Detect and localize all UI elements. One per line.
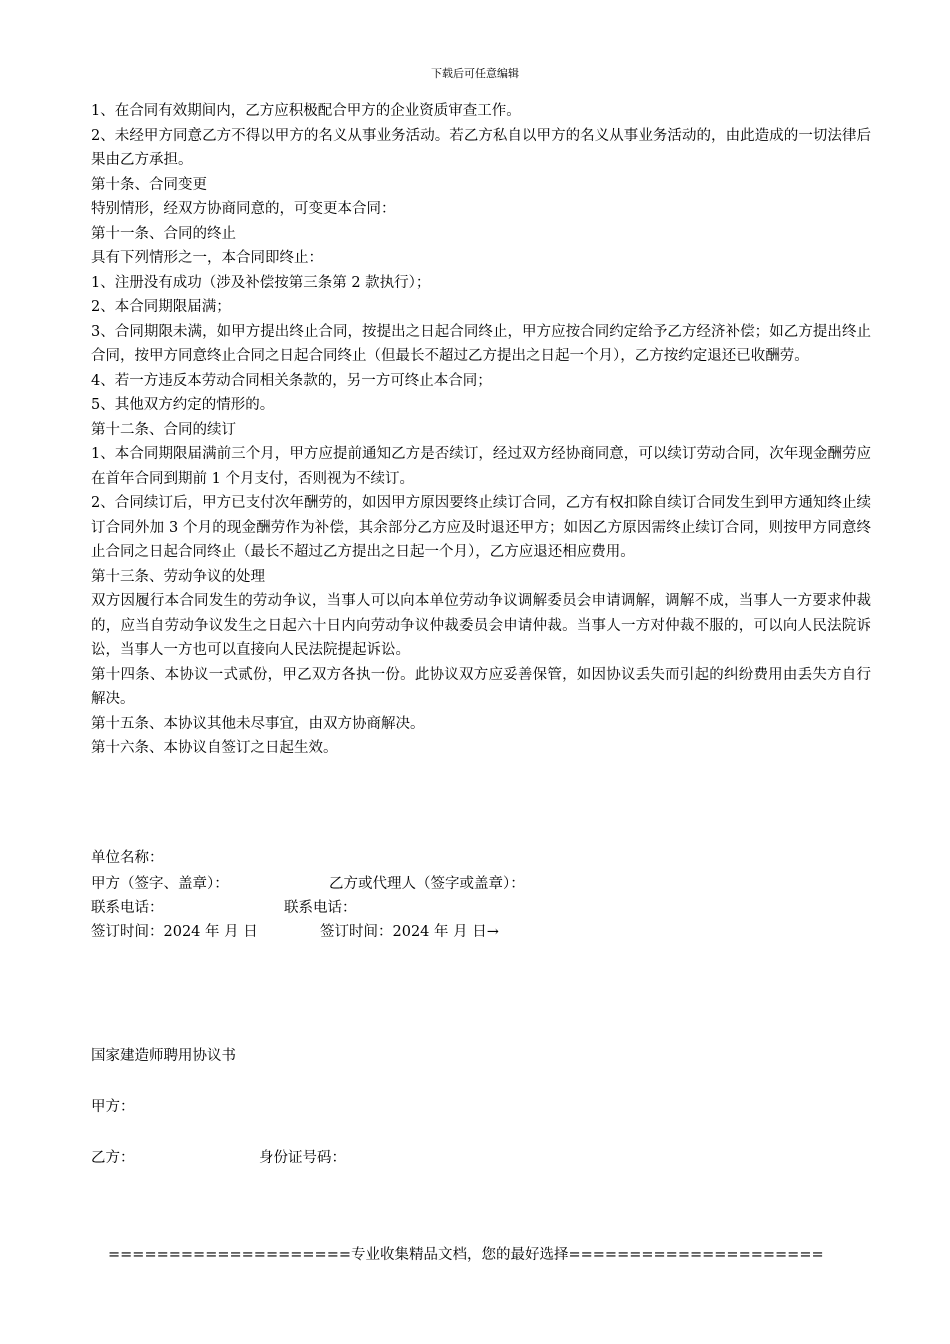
next-doc-party-b-label: 乙方： (91, 1150, 135, 1166)
party-b-date-label: 签订时间：2024 年 月 日→ (320, 924, 499, 940)
party-a-date-label: 签订时间：2024 年 月 日 (91, 924, 258, 940)
clause-paragraph: 2、未经甲方同意乙方不得以甲方的名义从事业务活动。若乙方私自以甲方的名义从事业务活动的，由此造成的一切法律后果由乙方承担。 (91, 127, 871, 168)
article-heading: 第十条、合同变更 (91, 176, 207, 193)
unit-name-label: 单位名称： (91, 850, 164, 866)
contract-body (91, 99, 871, 761)
party-a-phone-label: 联系电话： (91, 900, 164, 916)
clause-paragraph: 特别情形，经双方协商同意的，可变更本合同： (91, 201, 396, 217)
party-a-signature-label: 甲方（签字、盖章）： (91, 876, 229, 892)
page-header: 下载后可任意编辑 (431, 67, 519, 80)
next-doc-party-a-label: 甲方： (91, 1099, 135, 1115)
clause-paragraph: 2、本合同期限届满； (91, 299, 231, 315)
clause-paragraph: 5、其他双方约定的情形的。 (91, 397, 275, 413)
clause-paragraph: 3、合同期限未满，如甲方提出终止合同，按提出之日起合同终止，甲方应按合同约定给予乙方经济补偿；如乙方提出终止合同，按甲方同意终止合同之日起合同终止（但最长不超过乙方提出之日起一个月），乙方按约定退还已收酬劳。 (91, 323, 871, 364)
article-heading: 第十一条、合同的终止 (91, 225, 236, 242)
clause-paragraph: 第十六条、本协议自签订之日起生效。 (91, 740, 338, 756)
clause-paragraph: 第十四条、本协议一式贰份，甲乙双方各执一份。此协议双方应妥善保管，如因协议丢失而引起的纠纷费用由丢失方自行解决。 (91, 666, 871, 707)
clause-paragraph: 4、若一方违反本劳动合同相关条款的，另一方可终止本合同； (91, 372, 492, 389)
clause-paragraph: 双方因履行本合同发生的劳动争议，当事人可以向本单位劳动争议调解委员会申请调解，调解不成，当事人一方要求仲裁的，应当自劳动争议发生之日起六十日内向劳动争议仲裁委员会申请仲裁。当事人一方对仲裁不服的，可以向人民法院诉讼，当事人一方也可以直接向人民法院提起诉讼。 (91, 593, 871, 658)
clause-paragraph: 具有下列情形之一，本合同即终止： (91, 250, 323, 266)
page-footer: ====================专业收集精品文档，您的最好选择===================== (108, 1247, 824, 1263)
clause-paragraph: 1、本合同期限届满前三个月，甲方应提前通知乙方是否续订，经过双方经协商同意，可以续订劳动合同，次年现金酬劳应在首年合同到期前 1 个月支付，否则视为不续订。 (91, 446, 871, 487)
article-heading: 第十二条、合同的续订 (91, 421, 236, 438)
clause-paragraph: 2、合同续订后，甲方已支付次年酬劳的，如因甲方原因要终止续订合同，乙方有权扣除自续订合同发生到甲方通知终止续订合同外加 3 个月的现金酬劳作为补偿，其余部分乙方应及时退还甲方；如因乙方原因需终止续订合同，则按甲方同意终止合同之日起合同终止（最长不超过乙方提出之日起一个月），乙方应退还相应费用。 (91, 495, 871, 560)
article-heading: 第十三条、劳动争议的处理 (91, 568, 265, 585)
next-doc-title: 国家建造师聘用协议书 (91, 1048, 236, 1064)
party-b-signature-label: 乙方或代理人（签字或盖章）： (329, 876, 525, 892)
party-b-phone-label: 联系电话： (284, 900, 357, 916)
clause-paragraph: 第十五条、本协议其他未尽事宜，由双方协商解决。 (91, 715, 425, 732)
clause-paragraph: 1、注册没有成功（涉及补偿按第三条第 2 款执行）； (91, 274, 431, 291)
id-number-label: 身份证号码： (259, 1150, 346, 1166)
clause-paragraph: 1、在合同有效期间内，乙方应积极配合甲方的企业资质审查工作。 (91, 103, 521, 119)
